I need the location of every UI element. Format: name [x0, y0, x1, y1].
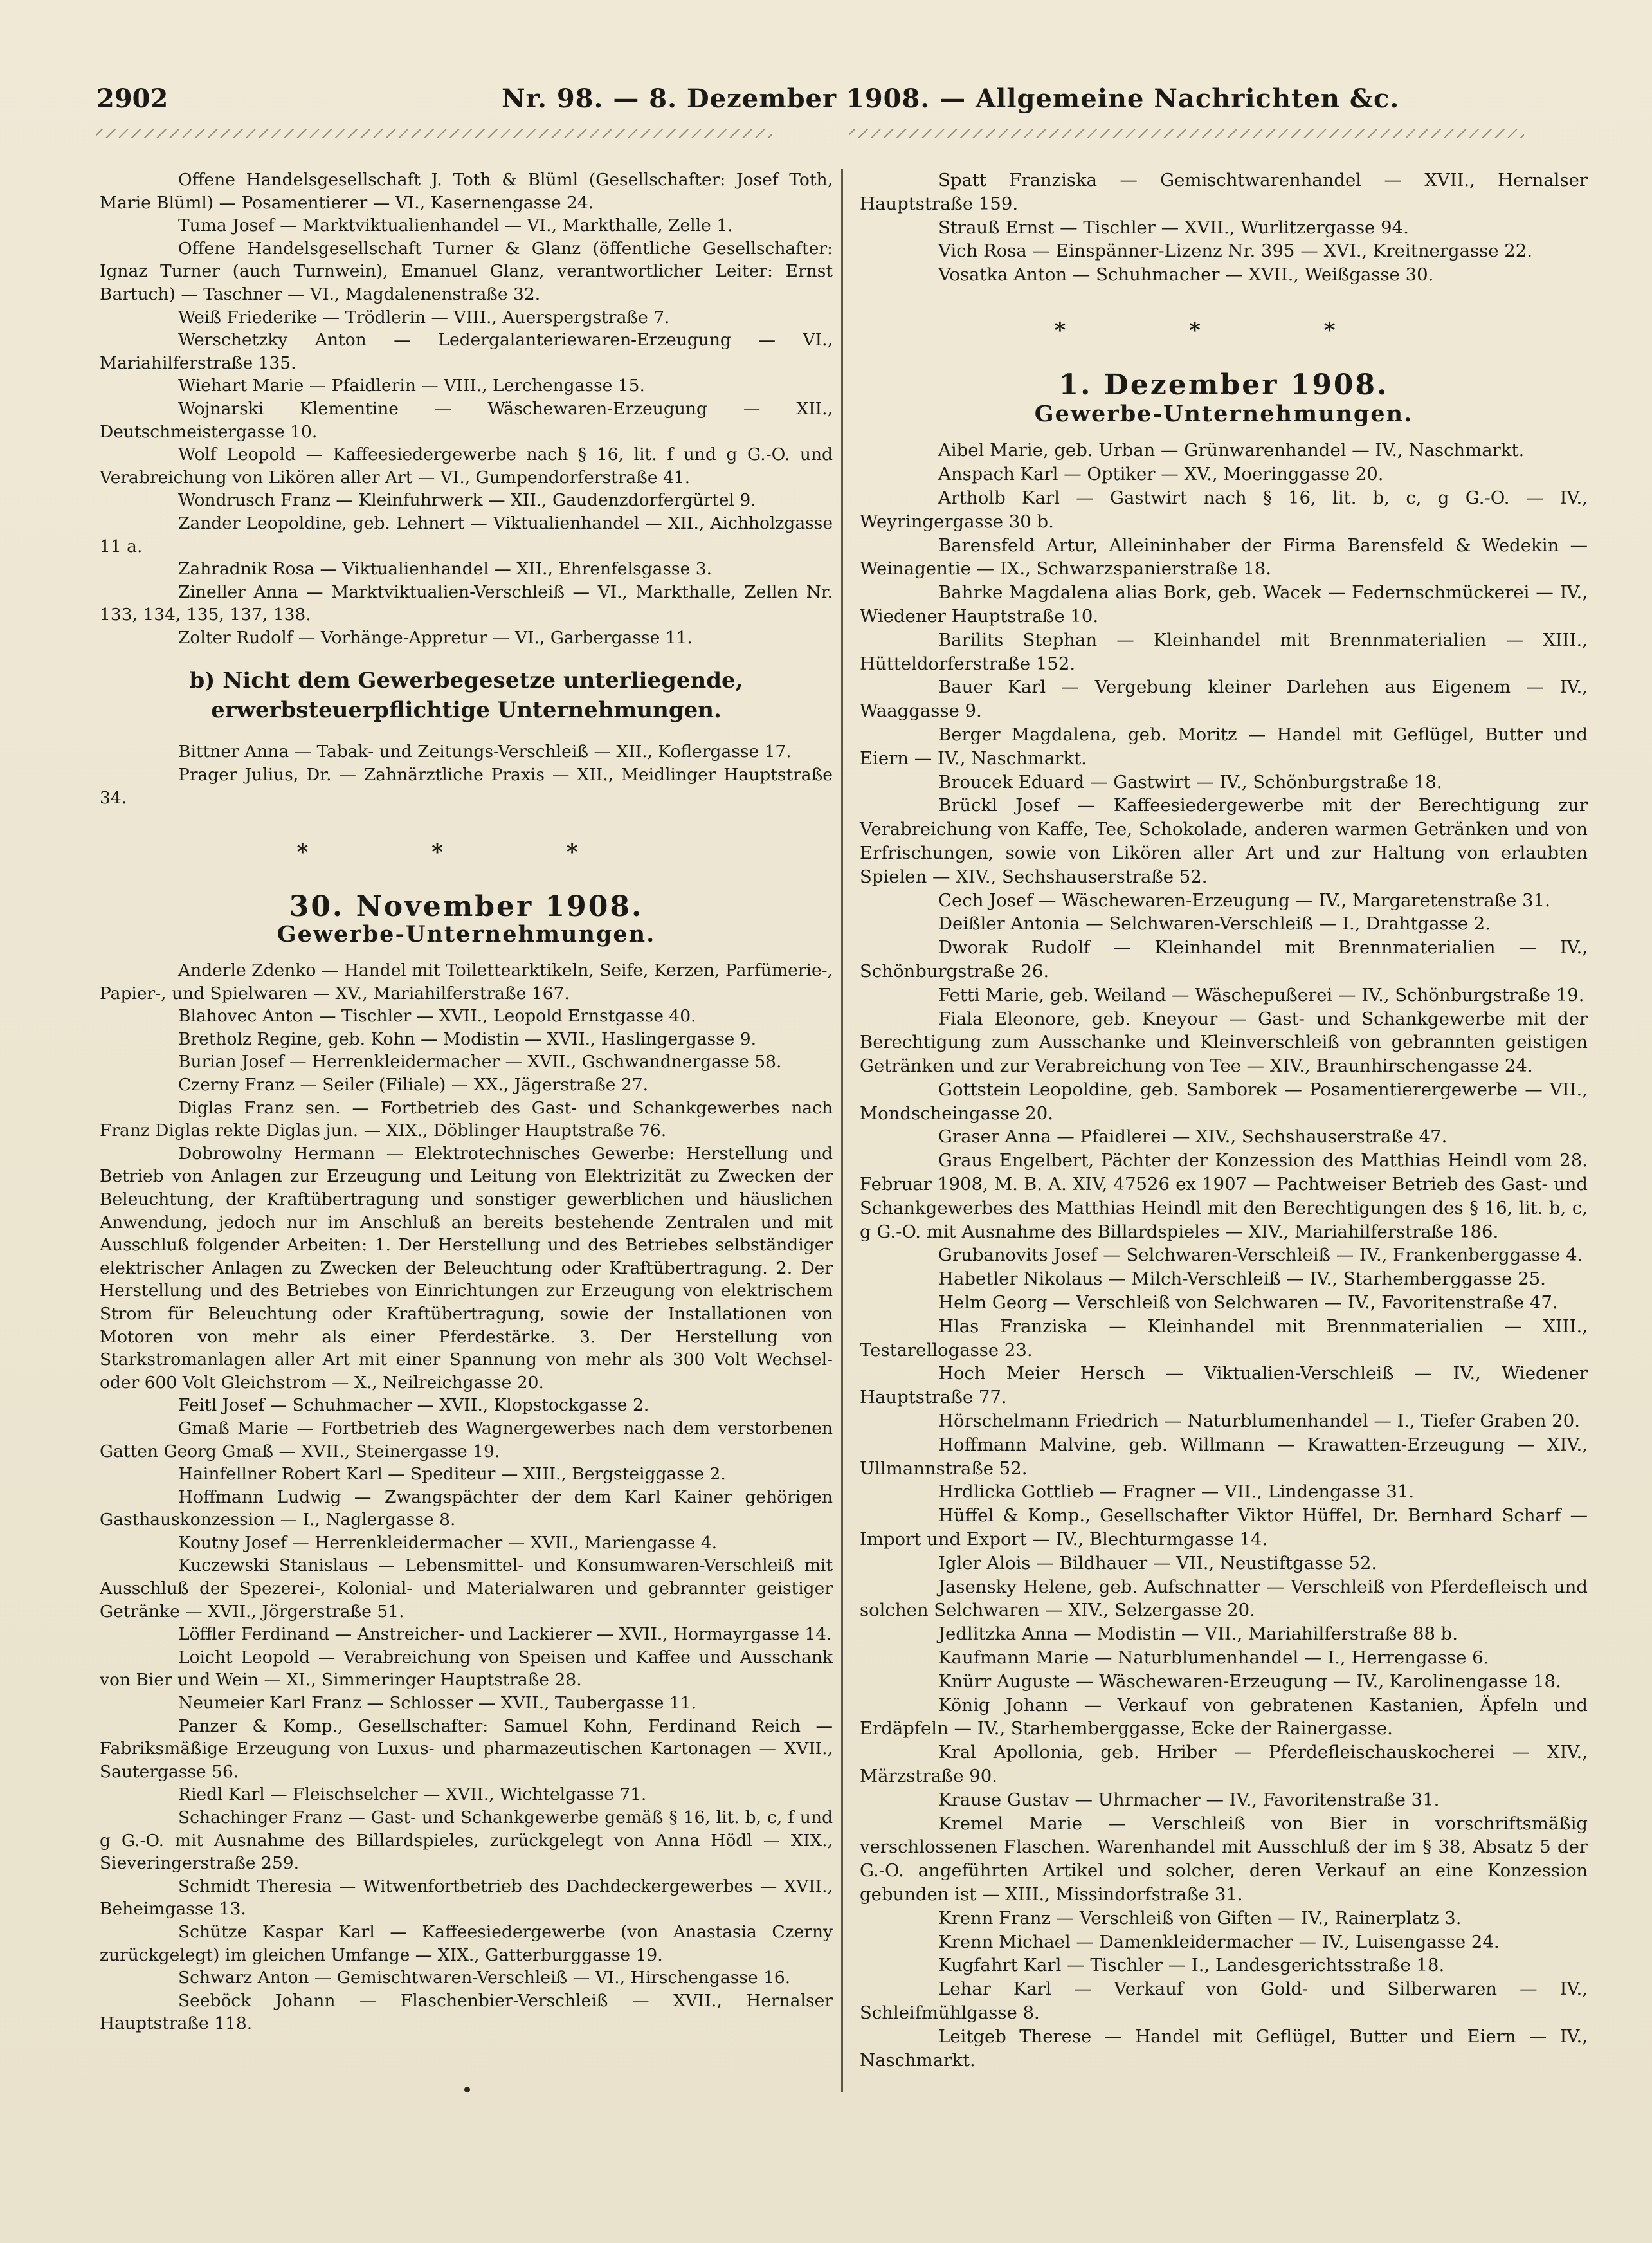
- list-item: Leitgeb Therese — Handel mit Geflügel, Butter und Eiern — IV., Naschmarkt.: [860, 2026, 1588, 2071]
- list-item: Hoffmann Malvine, geb. Willmann — Krawatten-Erzeugung — XIV., Ullmannstraße 52.: [860, 1434, 1588, 1479]
- list-item: Löffler Ferdinand — Anstreicher- und Lackierer — XVII., Hormayrgasse 14.: [178, 1624, 832, 1645]
- page-number: 2902: [96, 84, 168, 114]
- list-item: Cech Josef — Wäschewaren-Erzeugung — IV., Margaretenstraße 31.: [938, 890, 1550, 911]
- list-item: Neumeier Karl Franz — Schlosser — XVII., Taubergasse 11.: [178, 1693, 696, 1714]
- list-item: Zahradnik Rosa — Viktualienhandel — XII., Ehrenfelsgasse 3.: [178, 559, 713, 580]
- header-rule-left: [96, 129, 772, 138]
- list-item: Wiehart Marie — Pfaidlerin — VIII., Lerchengasse 15.: [178, 376, 645, 396]
- list-item: Fiala Eleonore, geb. Kneyour — Gast- und Schankgewerbe mit der Berechtigung zum Ausschanke und Kleinverschleiß von gebrannten geistigen Getränken und zur Verabreichung von Tee — XIV., Braunhirschengasse 24.: [860, 1008, 1588, 1077]
- page-mark-dot: [464, 2087, 470, 2092]
- list-item: Helm Georg — Verschleiß von Selchwaren — IV., Favoritenstraße 47.: [938, 1292, 1558, 1314]
- date-heading-nov-30: 30. November 1908.: [289, 890, 644, 923]
- list-item: Aibel Marie, geb. Urban — Grünwarenhandel — IV., Naschmarkt.: [938, 440, 1525, 461]
- list-item: Zander Leopoldine, geb. Lehnert — Viktualienhandel — XII., Aichholzgasse 11 a.: [100, 513, 833, 556]
- entries-list-dec-1: [860, 439, 1588, 2072]
- list-item: Loicht Leopold — Verabreichung von Speisen und Kaffee und Ausschank von Bier und Wein — XI., Simmeringer Hauptstraße 28.: [100, 1647, 833, 1690]
- list-item: Krenn Franz — Verschleiß von Giften — IV., Rainerplatz 3.: [938, 1907, 1462, 1928]
- list-item: Burian Josef — Herrenkleidermacher — XVII., Gschwandnergasse 58.: [178, 1052, 782, 1072]
- entries-list-a: [100, 169, 833, 649]
- list-item: Offene Handelsgesellschaft J. Toth & Blüml (Gesellschafter: Josef Toth, Marie Blüml) — Posamentierer — VI., Kasernengasse 24.: [100, 170, 833, 213]
- list-item: Knürr Auguste — Wäschewaren-Erzeugung — IV., Karolinengasse 18.: [938, 1671, 1561, 1692]
- right-column: [860, 169, 1588, 2072]
- list-item: Zineller Anna — Marktviktualien-Verschleiß — VI., Markthalle, Zellen Nr. 133, 134, 135, 137, 138.: [100, 581, 833, 625]
- list-item: Berger Magdalena, geb. Moritz — Handel mit Geflügel, Butter und Eiern — IV., Naschmarkt.: [860, 724, 1588, 769]
- header-rule-right: [849, 129, 1524, 138]
- list-item: König Johann — Verkauf von gebratenen Kastanien, Äpfeln und Erdäpfeln — IV., Starhemberggasse, Ecke der Rainergasse.: [860, 1694, 1588, 1739]
- list-item: Hlas Franziska — Kleinhandel mit Brennmaterialien — XIII., Testarellogasse 23.: [860, 1315, 1588, 1360]
- column-divider: [841, 169, 843, 2092]
- list-item: Kugfahrt Karl — Tischler — I., Landesgerichtsstraße 18.: [938, 1955, 1445, 1976]
- list-item: Diglas Franz sen. — Fortbetrieb des Gast- und Schankgewerbes nach Franz Diglas rekte Diglas jun. — XIX., Döblinger Hauptstraße 76.: [100, 1097, 833, 1141]
- list-item: Hörschelmann Friedrich — Naturblumenhandel — I., Tiefer Graben 20.: [938, 1411, 1580, 1432]
- section-b-heading: b) Nicht dem Gewerbegesetze unterliegende, erwerbsteuerpflichtige Unternehmungen.: [189, 668, 743, 724]
- list-item: Werschetzky Anton — Ledergalanteriewaren-Erzeugung — VI., Mariahilferstraße 135.: [100, 330, 833, 373]
- list-item: Dobrowolny Hermann — Elektrotechnisches Gewerbe: Herstellung und Betrieb von Anlagen zur Erzeugung und Leitung von Elektrizität zu Zwecken der Beleuchtung, der Kraftübertragung und sonstiger gewerblichen und häuslichen Anwendung, jedoch nur im Anschluß an bereits bestehende Zentralen und mit Ausschluß folgender Arbeiten: 1. Der Herstellung und des Betriebes selbständiger elektrischer Anlagen zu Zwecken der Beleuchtung oder Kraftübertragung. 2. Der Herstellung und des Betriebes von Einrichtungen zur Erzeugung von elektrischem Strom für Beleuchtung oder Kraftübertragung, sowie der Installationen von Motoren von mehr als einer Pferdestärke. 3. Der Herstellung von Starkstromanlagen aller Art mit einer Spannung von mehr als 300 Volt Wechsel- oder 600 Volt Gleichstrom — X., Neilreichgasse 20.: [100, 1143, 833, 1393]
- section-separator-stars: * * *: [296, 839, 636, 866]
- list-item: Artholb Karl — Gastwirt nach § 16, lit. b, c, g G.-O. — IV., Weyringergasse 30 b.: [860, 487, 1588, 532]
- list-item: Kuczewski Stanislaus — Lebensmittel- und Konsumwaren-Verschleiß mit Ausschluß der Spezerei-, Kolonial- und Materialwaren und gebrannter geistiger Getränke — XVII., Jörgerstraße 51.: [100, 1555, 833, 1622]
- list-item: Wojnarski Klementine — Wäschewaren-Erzeugung — XII., Deutschmeistergasse 10.: [100, 398, 833, 442]
- entries-list-b: [100, 740, 833, 809]
- list-item: Dworak Rudolf — Kleinhandel mit Brennmaterialien — IV., Schönburgstraße 26.: [860, 937, 1588, 982]
- page-header: [96, 76, 1556, 127]
- list-item: Weiß Friederike — Trödlerin — VIII., Auerspergstraße 7.: [178, 307, 670, 327]
- list-item: Koutny Josef — Herrenkleidermacher — XVII., Mariengasse 4.: [178, 1532, 718, 1553]
- list-item: Brückl Josef — Kaffeesiedergewerbe mit der Berechtigung zur Verabreichung von Kaffe, Tee, Schokolade, anderen warmen Getränken und von Erfrischungen, sowie von Likören aller Art und zur Haltung von erlaubten Spielen — XIV., Sechshauserstraße 52.: [860, 795, 1588, 887]
- list-item: Schwarz Anton — Gemischtwaren-Verschleiß — VI., Hirschengasse 16.: [178, 1968, 791, 1988]
- list-item: Spatt Franziska — Gemischtwarenhandel — XVII., Hernalser Hauptstraße 159.: [860, 170, 1588, 214]
- list-item: Bahrke Magdalena alias Bork, geb. Wacek — Federnschmückerei — IV., Wiedener Hauptstraße 10.: [860, 582, 1588, 627]
- list-item: Fetti Marie, geb. Weiland — Wäschepußerei — IV., Schönburgstraße 19.: [938, 984, 1584, 1005]
- list-item: Kremel Marie — Verschleiß von Bier in vorschriftsmäßig verschlossenen Flaschen. Warenhandel mit Ausschluß der im § 38, Absatz 5 der G.-O. angeführten Artikel und solcher, deren Verkauf an eine Konzession gebunden ist — XIII., Missindorfstraße 31.: [860, 1813, 1588, 1905]
- list-item: Schmidt Theresia — Witwenfortbetrieb des Dachdeckergewerbes — XVII., Beheimgasse 13.: [100, 1876, 833, 1919]
- list-item: Bretholz Regine, geb. Kohn — Modistin — XVII., Haslingergasse 9.: [178, 1029, 757, 1049]
- list-item: Offene Handelsgesellschaft Turner & Glanz (öffentliche Gesellschafter: Ignaz Turner (auch Turnwein), Emanuel Glanz, verantwortlicher Leiter: Ernst Bartuch) — Taschner — VI., Magdalenenstraße 32.: [100, 238, 833, 304]
- list-item: Strauß Ernst — Tischler — XVII., Wurlitzergasse 94.: [938, 217, 1409, 238]
- list-item: Jasensky Helene, geb. Aufschnatter — Verschleiß von Pferdefleisch und solchen Selchwaren — XIV., Selzergasse 20.: [860, 1576, 1588, 1621]
- running-title: Nr. 98. — 8. Dezember 1908. — Allgemeine Nachrichten &c.: [502, 84, 1400, 114]
- list-item: Blahovec Anton — Tischler — XVII., Leopold Ernstgasse 40.: [178, 1006, 696, 1027]
- list-item: Bauer Karl — Vergebung kleiner Darlehen aus Eigenem — IV., Waaggasse 9.: [860, 677, 1588, 722]
- list-item: Schachinger Franz — Gast- und Schankgewerbe gemäß § 16, lit. b, c, f und g G.-O. mit Ausnahme des Billardspieles, zurückgelegt von Anna Hödl — XIX., Sieveringerstraße 259.: [100, 1808, 833, 1874]
- list-item: Seeböck Johann — Flaschenbier-Verschleiß — XVII., Hernalser Hauptstraße 118.: [100, 1990, 833, 2034]
- list-item: Barilits Stephan — Kleinhandel mit Brennmaterialien — XIII., Hütteldorferstraße 152.: [860, 629, 1588, 674]
- list-item: Prager Julius, Dr. — Zahnärztliche Praxis — XII., Meidlinger Hauptstraße 34.: [100, 765, 833, 808]
- section-separator-stars: * * *: [1054, 317, 1393, 343]
- list-item: Bittner Anna — Tabak- und Zeitungs-Verschleiß — XII., Koflergasse 17.: [178, 742, 792, 762]
- list-item: Hoch Meier Hersch — Viktualien-Verschleiß — IV., Wiedener Hauptstraße 77.: [860, 1363, 1588, 1408]
- list-item: Krenn Michael — Damenkleidermacher — IV., Luisengasse 24.: [938, 1931, 1500, 1952]
- list-item: Kral Apollonia, geb. Hriber — Pferdefleischauskocherei — XIV., Märzstraße 90.: [860, 1742, 1588, 1786]
- subheading-gewerbe: Gewerbe-Unternehmungen.: [1034, 400, 1413, 427]
- list-item: Tuma Josef — Marktviktualienhandel — VI., Markthalle, Zelle 1.: [178, 215, 733, 236]
- list-item: Anderle Zdenko — Handel mit Toilettearktikeln, Seife, Kerzen, Parfümerie-, Papier-, und Spielwaren — XV., Mariahilferstraße 167.: [100, 960, 833, 1003]
- list-item: Wondrusch Franz — Kleinfuhrwerk — XII., Gaudenzdorfergürtel 9.: [178, 490, 756, 511]
- entries-list-top: [860, 169, 1588, 287]
- list-item: Panzer & Komp., Gesellschafter: Samuel Kohn, Ferdinand Reich — Fabriksmäßige Erzeugung von Luxus- und pharmazeutischen Kartonagen — XVII., Sautergasse 56.: [100, 1716, 833, 1782]
- entries-list-nov-30: [100, 959, 833, 2035]
- list-item: Habetler Nikolaus — Milch-Verschleiß — IV., Starhemberggasse 25.: [938, 1268, 1546, 1290]
- list-item: Hüffel & Komp., Gesellschafter Viktor Hüffel, Dr. Bernhard Scharf — Import und Export — IV., Blechturmgasse 14.: [860, 1505, 1588, 1550]
- list-item: Wolf Leopold — Kaffeesiedergewerbe nach § 16, lit. f und g G.-O. und Verabreichung von Likören aller Art — VI., Gumpendorferstraße 41.: [100, 444, 833, 488]
- list-item: Jedlitzka Anna — Modistin — VII., Mariahilferstraße 88 b.: [938, 1624, 1458, 1645]
- list-item: Graser Anna — Pfaidlerei — XIV., Sechshauserstraße 47.: [938, 1126, 1448, 1148]
- list-item: Zolter Rudolf — Vorhänge-Appretur — VI., Garbergasse 11.: [178, 627, 693, 648]
- list-item: Vich Rosa — Einspänner-Lizenz Nr. 395 — XVI., Kreitnergasse 22.: [938, 241, 1532, 262]
- list-item: Igler Alois — Bildhauer — VII., Neustiftgasse 52.: [938, 1552, 1377, 1573]
- list-item: Anspach Karl — Optiker — XV., Moeringgasse 20.: [938, 464, 1384, 485]
- list-item: Kaufmann Marie — Naturblumenhandel — I., Herrengasse 6.: [938, 1647, 1489, 1669]
- date-heading-dec-1: 1. Dezember 1908.: [1058, 368, 1389, 401]
- list-item: Hainfellner Robert Karl — Spediteur — XIII., Bergsteiggasse 2.: [178, 1464, 726, 1485]
- list-item: Broucek Eduard — Gastwirt — IV., Schönburgstraße 18.: [938, 771, 1442, 792]
- list-item: Vosatka Anton — Schuhmacher — XVII., Weißgasse 30.: [938, 264, 1434, 286]
- list-item: Hoffmann Ludwig — Zwangspächter der dem Karl Kainer gehörigen Gasthauskonzession — I., Naglergasse 8.: [100, 1487, 833, 1530]
- list-item: Riedl Karl — Fleischselcher — XVII., Wichtelgasse 71.: [178, 1784, 647, 1805]
- list-item: Grubanovits Josef — Selchwaren-Verschleiß — IV., Frankenberggasse 4.: [938, 1245, 1583, 1266]
- left-column: [100, 169, 833, 2035]
- list-item: Barensfeld Artur, Alleininhaber der Firma Barensfeld & Wedekin — Weinagentie — IX., Schwarzspanierstraße 18.: [860, 535, 1588, 580]
- list-item: Lehar Karl — Verkauf von Gold- und Silberwaren — IV., Schleifmühlgasse 8.: [860, 1979, 1588, 2023]
- list-item: Gmaß Marie — Fortbetrieb des Wagnergewerbes nach dem verstorbenen Gatten Georg Gmaß — XVII., Steinergasse 19.: [100, 1418, 833, 1461]
- list-item: Hrdlicka Gottlieb — Fragner — VII., Lindengasse 31.: [938, 1481, 1415, 1503]
- subheading-gewerbe: Gewerbe-Unternehmungen.: [277, 921, 656, 948]
- list-item: Feitl Josef — Schuhmacher — XVII., Klopstockgasse 2.: [178, 1395, 649, 1416]
- list-item: Gottstein Leopoldine, geb. Samborek — Posamentierergewerbe — VII., Mondscheingasse 20.: [860, 1079, 1588, 1124]
- list-item: Czerny Franz — Seiler (Filiale) — XX., Jägerstraße 27.: [178, 1075, 649, 1095]
- list-item: Graus Engelbert, Pächter der Konzession des Matthias Heindl vom 28. Februar 1908, M. B. A. XIV, 47526 ex 1907 — Pachtweiser Betrieb des Gast- und Schankgewerbes des Matthias Heindl mit den Berechtigungen des § 16, lit. b, c, g G.-O. mit Ausnahme des Billardspieles — XIV., Mariahilferstraße 186.: [860, 1150, 1588, 1242]
- list-item: Deißler Antonia — Selchwaren-Verschleiß — I., Drahtgasse 2.: [938, 913, 1491, 935]
- list-item: Krause Gustav — Uhrmacher — IV., Favoritenstraße 31.: [938, 1789, 1440, 1810]
- list-item: Schütze Kaspar Karl — Kaffeesiedergewerbe (von Anastasia Czerny zurückgelegt) im gleichen Umfange — XIX., Gatterburggasse 19.: [100, 1921, 833, 1965]
